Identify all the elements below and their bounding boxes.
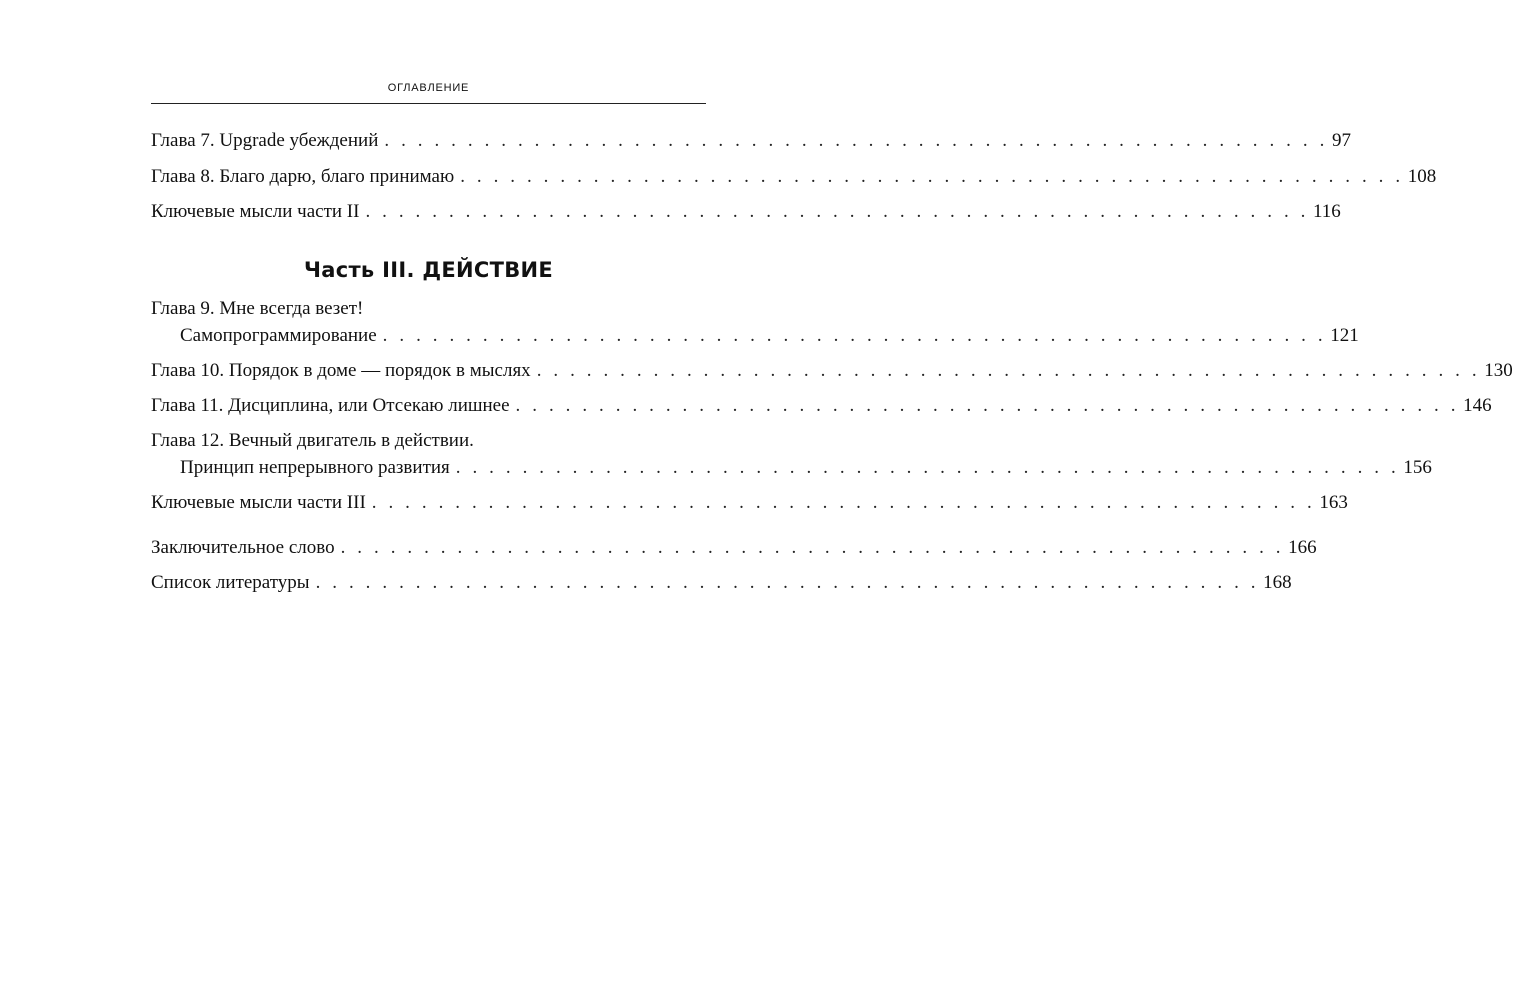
dot-leader: . . . . . . . . . . . . . . . . . . . . . . . . . . . . . . . . . . . . . . . . . . . . . . . . . . . . . . . . . <box>371 492 1316 513</box>
toc-entry-title: Глава 8. Благо дарю, благо принимаю <box>151 166 455 187</box>
toc-page-number: 168 <box>1263 572 1292 593</box>
toc-entry-title: Список литературы <box>151 572 310 593</box>
dot-leader: . . . . . . . . . . . . . . . . . . . . . . . . . . . . . . . . . . . . . . . . . . . . . . . . . . . . . . . . . <box>315 572 1260 593</box>
toc-entry-title: Ключевые мысли части III <box>151 492 366 513</box>
toc-entry-title: Глава 10. Порядок в доме — порядок в мыслях <box>151 360 531 381</box>
toc-entry-title: Заключительное слово <box>151 537 335 558</box>
toc-entry-title: Глава 9. Мне всегда везет! <box>151 298 364 319</box>
toc-page-number: 116 <box>1313 201 1341 222</box>
toc-entry-title: Ключевые мысли части II <box>151 201 360 222</box>
toc-entry-bibliography[interactable] <box>151 570 1292 596</box>
toc-entry-chapter-9-line-1[interactable] <box>151 296 706 322</box>
dot-leader: . . . . . . . . . . . . . . . . . . . . . . . . . . . . . . . . . . . . . . . . . . . . . . . . . . . . . . . . . <box>455 457 1400 478</box>
toc-page-number: 163 <box>1319 492 1348 513</box>
dot-leader: . . . . . . . . . . . . . . . . . . . . . . . . . . . . . . . . . . . . . . . . . . . . . . . . . . . . . . . . . <box>515 395 1460 416</box>
toc-entry-chapter-10[interactable] <box>151 358 1513 384</box>
toc-entry-key-ideas-part-3[interactable] <box>151 490 1348 516</box>
toc-page-number: 130 <box>1484 360 1513 381</box>
toc-entry-key-ideas-part-2[interactable] <box>151 199 1341 225</box>
toc-entry-chapter-12-line-1[interactable] <box>151 428 706 454</box>
toc-entry-subtitle: Принцип непрерывного развития <box>180 457 450 478</box>
toc-entry-chapter-12-line-2[interactable] <box>180 455 1432 481</box>
dot-leader: . . . . . . . . . . . . . . . . . . . . . . . . . . . . . . . . . . . . . . . . . . . . . . . . . . . . . . . . . <box>382 325 1327 346</box>
dot-leader: . . . . . . . . . . . . . . . . . . . . . . . . . . . . . . . . . . . . . . . . . . . . . . . . . . . . . . . . . <box>340 537 1285 558</box>
dot-leader: . . . . . . . . . . . . . . . . . . . . . . . . . . . . . . . . . . . . . . . . . . . . . . . . . . . . . . . . . <box>365 201 1310 222</box>
running-head: ОГЛАВЛЕНИЕ <box>387 82 470 94</box>
toc-entry-chapter-9-line-2[interactable] <box>180 323 1359 349</box>
toc-entry-chapter-8[interactable] <box>151 164 1437 190</box>
table-of-contents <box>151 0 1513 1000</box>
dot-leader: . . . . . . . . . . . . . . . . . . . . . . . . . . . . . . . . . . . . . . . . . . . . . . . . . . . . . . . . . <box>536 360 1481 381</box>
dot-leader: . . . . . . . . . . . . . . . . . . . . . . . . . . . . . . . . . . . . . . . . . . . . . . . . . . . . . . . . . <box>460 166 1404 187</box>
toc-page-number: 146 <box>1463 395 1492 416</box>
toc-entry-title: Глава 12. Вечный двигатель в действии. <box>151 430 474 451</box>
toc-entry-chapter-7[interactable] <box>151 128 1351 154</box>
toc-entry-subtitle: Самопрограммирование <box>180 325 377 346</box>
toc-entry-title: Глава 11. Дисциплина, или Отсекаю лишнее <box>151 395 510 416</box>
toc-page-number: 108 <box>1407 166 1437 187</box>
dot-leader: . . . . . . . . . . . . . . . . . . . . . . . . . . . . . . . . . . . . . . . . . . . . . . . . . . . . . . . . . <box>384 130 1328 151</box>
toc-page-number: 156 <box>1403 457 1432 478</box>
toc-page-number: 121 <box>1330 325 1359 346</box>
toc-entry-chapter-11[interactable] <box>151 393 1492 419</box>
toc-page-number: 166 <box>1288 537 1317 558</box>
toc-entry-title: Глава 7. Upgrade убеждений <box>151 130 379 151</box>
toc-page-number: 97 <box>1331 130 1351 151</box>
part-heading: Часть III. ДЕЙСТВИЕ <box>303 258 554 282</box>
toc-entry-closing-word[interactable] <box>151 535 1317 561</box>
